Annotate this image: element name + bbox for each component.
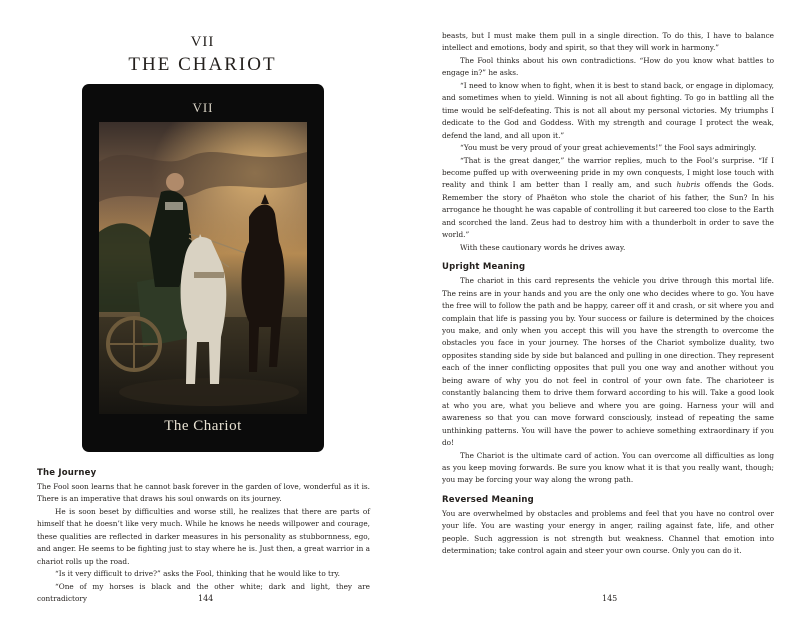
card-title-heading: THE CHARIOT	[128, 54, 277, 75]
warrior-warning-paragraph	[442, 155, 774, 242]
story-paragraph: beasts, but I must make them pull in a single direction. To do this, I have to balance intellect and emotions, body and spirit, so that they will work in harmony.”	[442, 31, 774, 53]
upright-heading: Upright Meaning	[442, 262, 526, 273]
upright-paragraph: The chariot in this card represents the vehicle you drive through this mortal life. The reins are in your hands and you are the only one who decides where to go. You have the free will to follow the path and be happy, career off it and crash, or sit where you and complain that life is passing you by. Your success or failure is determined by the choices you make, and only when you accept this will you have the strength to overcome the obstacles you face in your journey. The horses of the Chariot symbolize duality, two opposites standing side by side but balanced and pulling in one direction. They represent each of the inner conflicting opposites that pull you one way and another without you being aware of why you do not feel in control of your own fate. The charioteer is constantly balancing them to drive them forward according to his will. Take a good look at who you are, what you believe and where you are going. Harness your will and awareness so that you can move forward consciously, instead of repeating the same unthinking patterns. You will have the power to achieve something extraordinary if you do!	[442, 276, 774, 448]
journey-section	[37, 467, 370, 606]
warrior-text-start: “That is the great danger,” the warrior replies, much to the Fool’s surprise. “If I become puffed up with overweening pride in my own conquests, I might lose touch with reality and think I am better than I really am, and such	[442, 155, 774, 190]
page-number-right: 145	[602, 594, 618, 603]
chariot-illustration	[99, 122, 307, 414]
journey-paragraph: He is soon beset by difficulties and worse still, he realizes that there are parts of himself that he doesn’t like very much. While he knows he needs willpower and courage, these qualities are reflected in darker measures in his personality as stubbornness, ego, and anger. He seems to be fighting just to stay where he is. Just then, a great warrior in a chariot rolls up the road.	[37, 506, 370, 566]
story-paragraph: “You must be very proud of your great achievements!” the Fool says admiringly.	[460, 143, 757, 153]
card-caption: The Chariot	[164, 418, 242, 434]
card-numeral: VII	[192, 100, 214, 115]
reversed-paragraph: You are overwhelmed by obstacles and problems and feel that you have no control over your life. You are wasting your energy in anger, railing against fate, life, and other people. Such aggression is not strength but weakness. Channel that emotion into determination; take control again and steer your own course. Only you can do it.	[442, 508, 774, 556]
journey-heading: The Journey	[37, 468, 97, 478]
journey-paragraph: “Is it very difficult to drive?” asks the Fool, thinking that he would like to try.	[55, 569, 340, 579]
hubris-word: hubris	[676, 180, 701, 190]
warrior-text-end: offends the Gods. Remember the story of Phaëton who stole the chariot of his father, the Sun? In his arrogance he thought he was capable of controlling it but careered too close to the Earth and scorched the land. Zeus had to destroy him with a thunderbolt in order to save the world.”	[442, 180, 774, 240]
story-paragraph: “I need to know when to fight, when it is best to stand back, or engage in diplomacy, and sometimes when to yield. Winning is not all about fighting. To go in battling all the time would be self-defeating. This is not all about my personal victories. My triumphs I dedicate to the God and Goddess. With my strength and courage I protect the weak, defend the land, and all upon it.”	[442, 80, 774, 140]
journey-paragraph: The Fool soon learns that he cannot bask forever in the garden of love, wonderful as it is. There is an imperative that draws his soul onwards on its journey.	[37, 482, 370, 504]
right-page-text	[442, 30, 774, 558]
tarot-card	[82, 84, 324, 452]
journey-paragraph: “One of my horses is black and the other white; dark and light, they are contradictory	[37, 581, 370, 604]
page-number-left: 144	[198, 594, 214, 603]
story-paragraph: The Fool thinks about his own contradictions. “How do you know what battles to engage in?” he asks.	[442, 55, 774, 78]
reversed-heading: Reversed Meaning	[442, 494, 534, 505]
closing-line: With these cautionary words he drives away.	[460, 242, 626, 252]
card-number-heading: VII	[190, 34, 215, 50]
warrior-head	[166, 173, 184, 191]
upright-paragraph: The Chariot is the ultimate card of action. You can overcome all difficulties as long as you keep moving forwards. Be sure you know what it is that you really want, though; you may be forcing your way along the wrong path.	[442, 450, 774, 485]
